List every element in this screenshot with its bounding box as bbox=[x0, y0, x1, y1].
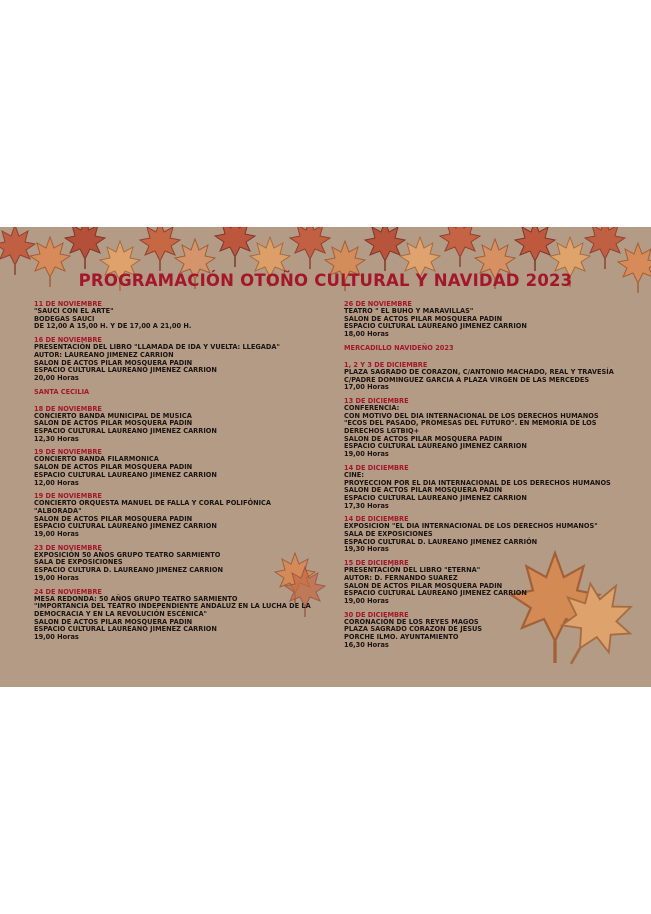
event-line: 19,30 Horas bbox=[344, 545, 389, 554]
event-line: 19,00 Horas bbox=[344, 596, 389, 605]
event-line: PRESENTACIÓN DEL LIBRO "ETERNA" bbox=[344, 566, 481, 575]
event-line: EXPOSICION "EL DIA INTERNACIONAL DE LOS DERECHOS HUMANOS" bbox=[344, 522, 598, 531]
event-line: 19,00 Horas bbox=[34, 573, 79, 582]
event-line: ESPACIO CULTURAL D. LAUREANO JIMENEZ CARRIÓN bbox=[344, 537, 538, 546]
event-line: CINE: bbox=[344, 470, 364, 479]
event-line: CONCIERTO BANDA MUNICIPAL DE MUSICA bbox=[34, 411, 192, 420]
event-line: BODEGAS SAUCI bbox=[34, 314, 95, 323]
event-line: AUTOR: D. FERNANDO SUAREZ bbox=[344, 573, 458, 582]
event-line: CORONACIÓN DE LOS REYES MAGOS bbox=[344, 617, 479, 626]
event bbox=[34, 405, 334, 444]
event-date: 23 DE NOVIEMBRE bbox=[34, 543, 102, 552]
event-line: CONCIERTO BANDA FILARMONICA bbox=[34, 455, 159, 464]
event bbox=[344, 361, 644, 392]
event bbox=[34, 300, 334, 331]
event-line: SALON DE ACTOS PILAR MOSQUERA PADIN bbox=[34, 463, 193, 472]
event-line: PORCHE ILMO. AYUNTAMIENTO bbox=[344, 633, 459, 642]
event bbox=[34, 448, 334, 487]
event bbox=[34, 544, 334, 583]
event-line: PLAZA SAGRADO DE CORAZON, C/ANTONIO MACHADO, REAL Y TRAVESÍA bbox=[344, 367, 614, 376]
event-line: ESPACIO CULTURAL LAUREANO JIMENEZ CARRION bbox=[34, 470, 217, 479]
event-line: CONFERENCIA: bbox=[344, 403, 400, 412]
event bbox=[344, 611, 644, 650]
event-line: 17,00 Horas bbox=[344, 383, 389, 392]
event-line: ESPACIO CULTURA D. LAUREANO JIMENEZ CARRION bbox=[34, 566, 223, 575]
event-line: 18,00 Horas bbox=[344, 330, 389, 339]
event bbox=[344, 300, 644, 339]
event-line: DEMOCRACIA Y EN LA REVOLUCIÓN ESCÉNICA" bbox=[34, 609, 207, 618]
event-date: 11 DE NOVIEMBRE bbox=[34, 300, 102, 308]
event bbox=[344, 464, 644, 511]
event bbox=[34, 336, 334, 383]
event-line: 17,30 Horas bbox=[344, 501, 389, 510]
event-line: 20,00 Horas bbox=[34, 373, 79, 382]
right-column bbox=[344, 300, 644, 655]
event-line: TEATRO " EL BUHO Y MARAVILLAS" bbox=[344, 307, 474, 315]
event-line: "IMPORTANCIA DEL TEATRO INDEPENDIENTE ANDALUZ EN LA LUCHA DE LA bbox=[34, 602, 311, 611]
event-line: 12,30 Horas bbox=[34, 434, 79, 443]
event-line: SALON DE ACTOS PILAR MOSQUERA PADIN bbox=[34, 617, 193, 626]
section-heading: SANTA CECILIA bbox=[34, 387, 90, 396]
event-line: 12,00 Horas bbox=[34, 478, 79, 487]
event-line: "ALBORADA" bbox=[34, 506, 82, 515]
event-line: ESPACIO CULTURAL LAUREANO JIMENEZ CARRION bbox=[344, 442, 527, 451]
event-line: DE 12,00 A 15,00 H. Y DE 17,00 A 21,00 H. bbox=[34, 322, 192, 331]
event-line: CONCIERTO ORQUESTA MANUEL DE FALLA Y CORAL POLIFÓNICA bbox=[34, 499, 271, 508]
event-line: SALON DE ACTOS PILAR MOSQUERA PADIN bbox=[344, 314, 503, 323]
left-column bbox=[34, 300, 334, 647]
event-line: ESPACIO CULTURAL LAUREANO JIMENEZ CARRION bbox=[34, 625, 217, 634]
event-line: SALON DE ACTOS PILAR MOSQUERA PADIN bbox=[34, 514, 193, 523]
event bbox=[34, 588, 334, 642]
event-line: PRESENTACIÓN DEL LIBRO "LLAMADA DE IDA Y VUELTA: LLEGADA" bbox=[34, 343, 280, 352]
event-line: ESPACIO CULTURAL LAUREANO JIMENEZ CARRION bbox=[34, 427, 217, 436]
event-date: 18 DE NOVIEMBRE bbox=[34, 404, 102, 413]
event bbox=[344, 559, 644, 606]
section-heading: MERCADILLO NAVIDEÑO 2023 bbox=[344, 343, 454, 352]
event-line: SALON DE ACTOS PILAR MOSQUERA PADIN bbox=[344, 486, 503, 495]
event-line: SALON DE ACTOS PILAR MOSQUERA PADIN bbox=[34, 358, 193, 367]
event-date: 30 DE DICIEMBRE bbox=[344, 610, 409, 619]
event-line: ESPACIO CULTURAL LAUREANO JIMENEZ CARRION bbox=[34, 366, 217, 375]
event-line: C/PADRE DOMINGUEZ GARCIA A PLAZA VIRGEN DE LAS MERCEDES bbox=[344, 375, 590, 384]
event-line: ESPACIO CULTURAL LAUREANO JIMENEZ CARRION bbox=[344, 589, 527, 598]
event-line: PROYECCION POR EL DIA INTERNACIONAL DE LOS DERECHOS HUMANOS bbox=[344, 478, 611, 487]
event-line: PLAZA SAGRADO CORAZON DE JESUS bbox=[344, 625, 483, 634]
event bbox=[344, 515, 644, 554]
event-line: AUTOR: LAUREANO JIMENEZ CARRION bbox=[34, 350, 174, 359]
event-date: 19 DE NOVIEMBRE bbox=[34, 492, 102, 501]
event-date: 24 DE NOVIEMBRE bbox=[34, 587, 102, 596]
event-line: EXPOSICIÓN 50 AÑOS GRUPO TEATRO SARMIENTO bbox=[34, 550, 221, 559]
event bbox=[34, 492, 334, 539]
event-date: 1, 2 Y 3 DE DICIEMBRE bbox=[344, 360, 428, 369]
event-line: ESPACIO CULTURAL LAUREANO JIMENEZ CARRION bbox=[344, 322, 527, 331]
event-date: 26 DE NOVIEMBRE bbox=[344, 300, 412, 308]
event-date: 13 DE DICIEMBRE bbox=[344, 396, 409, 405]
event-date: 14 DE DICIEMBRE bbox=[344, 463, 409, 472]
event-date: 16 DE NOVIEMBRE bbox=[34, 336, 102, 345]
event bbox=[344, 397, 644, 459]
event-line: SALON DE ACTOS PILAR MOSQUERA PADIN bbox=[344, 581, 503, 590]
event-line: "SAUCI CON EL ARTE" bbox=[34, 307, 114, 315]
event-line: SALON DE ACTOS PILAR MOSQUERA PADIN bbox=[34, 419, 193, 428]
event-line: 19,00 Horas bbox=[344, 450, 389, 459]
event-line: 19,00 Horas bbox=[34, 633, 79, 642]
event-date: 15 DE DICIEMBRE bbox=[344, 559, 409, 568]
event-line: SALA DE EXPOSICIONES bbox=[34, 558, 123, 567]
event-line: CON MOTIVO DEL DIA INTERNACIONAL DE LOS DERECHOS HUMANOS bbox=[344, 411, 599, 420]
event-line: ESPACIO CULTURAL LAUREANO JIMENEZ CARRION bbox=[34, 522, 217, 531]
event-date: 19 DE NOVIEMBRE bbox=[34, 448, 102, 457]
event-line: SALON DE ACTOS PILAR MOSQUERA PADIN bbox=[344, 434, 503, 443]
event-line: 19,00 Horas bbox=[34, 530, 79, 539]
event-date: 14 DE DICIEMBRE bbox=[344, 515, 409, 524]
event-line: ESPACIO CULTURAL LAUREANO JIMENEZ CARRION bbox=[344, 493, 527, 502]
event-line: 16,30 Horas bbox=[344, 640, 389, 649]
event-line: SALA DE EXPOSICIONES bbox=[344, 530, 433, 539]
event-line: "ECOS DEL PASADO, PROMESAS DEL FUTURO". EN MEMORIA DE LOS bbox=[344, 419, 597, 428]
event-line: DERECHOS LGTBIQ+ bbox=[344, 427, 420, 436]
poster bbox=[0, 227, 651, 687]
event-line: MESA REDONDA: 50 AÑOS GRUPO TEATRO SARMIENTO bbox=[34, 594, 238, 603]
page-title: PROGRAMACIÓN OTOÑO CULTURAL Y NAVIDAD 2023 bbox=[78, 271, 573, 290]
